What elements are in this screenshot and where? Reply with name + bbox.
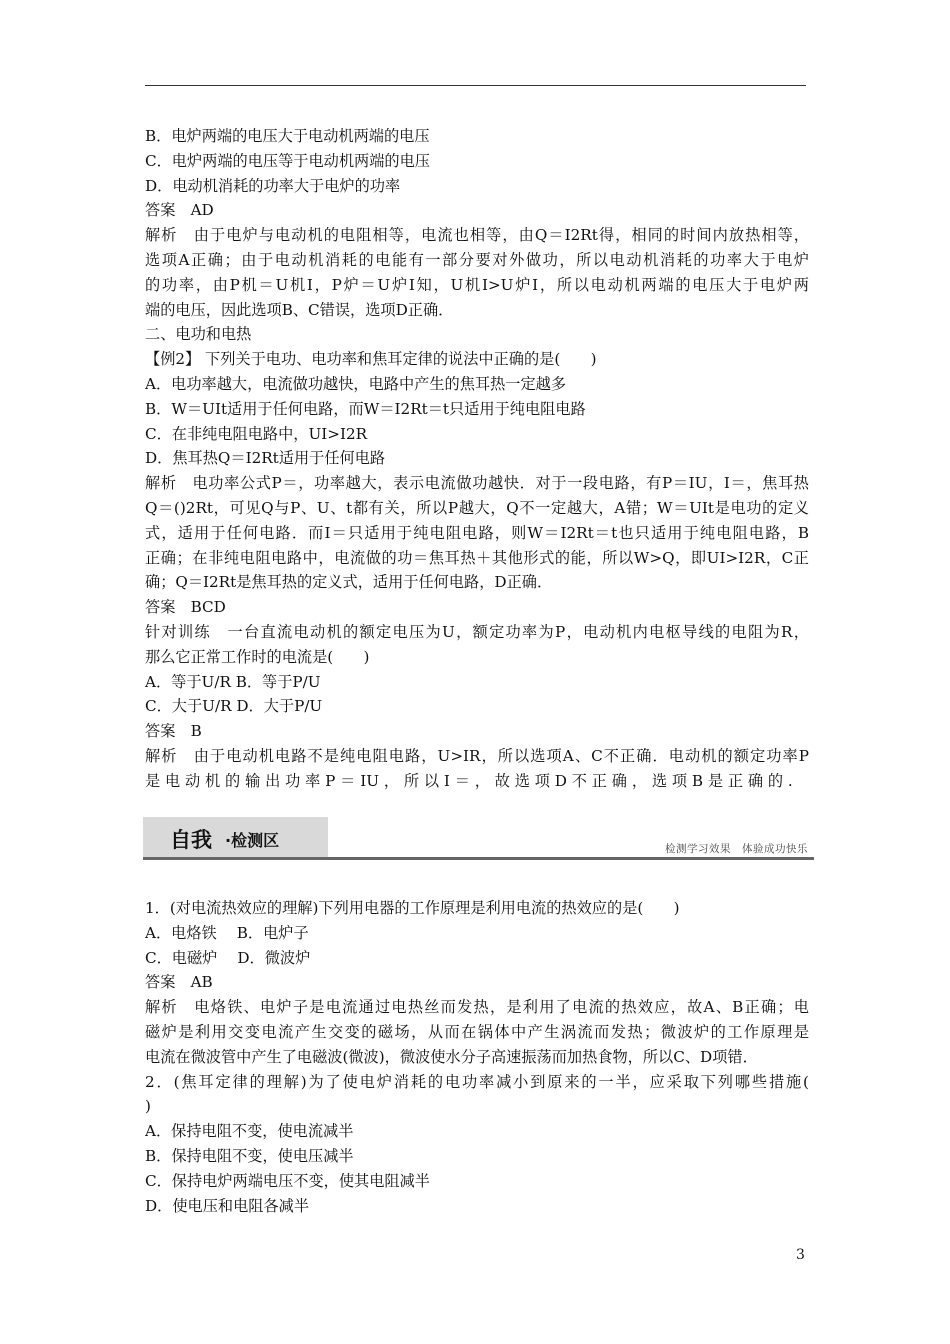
- option-d-line: D．焦耳热Q＝I2Rt适用于任何电路: [145, 449, 386, 468]
- analysis-line: 选项A正确；由于电动机消耗的电能有一部分要对外做功，所以电动机消耗的功率大于电炉: [145, 250, 809, 269]
- section-tagline: 检测学习效果 体验成功快乐: [665, 843, 808, 855]
- options-ab-line: A．电烙铁 B．电炉子: [145, 923, 309, 942]
- analysis-line: 磁炉是利用交变电流产生交变的磁场，从而在锅体中产生涡流而发热；微波炉的工作原理是: [145, 1022, 809, 1041]
- example-question: 【例2】 下列关于电功、电功率和焦耳定律的说法中正确的是( ): [145, 350, 597, 369]
- answer-line: 答案 B: [145, 722, 202, 741]
- header-rule: [145, 85, 806, 86]
- option-b-line: B．W＝UIt适用于任何电路，而W＝I2Rt＝t只适用于纯电阻电路: [145, 399, 586, 418]
- options-ab-line: A．等于U/R B．等于P/U: [145, 672, 321, 691]
- analysis-line: 正确；在非纯电阻电路中，电流做的功＝焦耳热＋其他形式的能，所以W>Q，即UI>I2R，C正: [145, 548, 809, 567]
- option-a-line: A．电功率越大，电流做功越快，电路中产生的焦耳热一定越多: [145, 374, 567, 393]
- analysis-line: 确；Q＝I2Rt是焦耳热的定义式，适用于任何电路，D正确．: [145, 573, 553, 592]
- practice-question: 针对训练 一台直流电动机的额定电压为U，额定功率为P，电动机内电枢导线的电阻为R，: [145, 622, 809, 641]
- analysis-line: 的功率，由P机＝U机I，P炉＝U炉I知，U机I>U炉I，所以电动机两端的电压大于电炉两: [145, 275, 809, 294]
- self-check-section-header: [143, 817, 814, 861]
- option-d-line: D．使电压和电阻各减半: [145, 1196, 310, 1215]
- section-title-main: 自我: [170, 828, 212, 852]
- option-c-line: C．保持电炉两端电压不变，使其电阻减半: [145, 1171, 430, 1190]
- section-title-box: [143, 817, 328, 857]
- content-part-2: [145, 896, 809, 1218]
- question-2: 2．(焦耳定律的理解)为了使电炉消耗的电功率减小到原来的一半，应采取下列哪些措施(: [145, 1072, 809, 1091]
- answer-line: 答案 AD: [145, 201, 214, 220]
- options-cd-line: C．大于U/R D．大于P/U: [145, 697, 323, 716]
- option-b-line: B．电炉两端的电压大于电动机两端的电压: [145, 127, 430, 145]
- question-2-bracket: ): [145, 1097, 151, 1116]
- option-c-line: C．电炉两端的电压等于电动机两端的电压: [145, 151, 430, 170]
- answer-line: 答案 BCD: [145, 598, 226, 617]
- options-cd-line: C．电磁炉 D．微波炉: [145, 948, 311, 967]
- analysis-line: 端的电压，因此选项B、C错误，选项D正确．: [145, 300, 454, 319]
- content-part-1: [145, 124, 809, 794]
- page-number: 3: [796, 1247, 805, 1263]
- option-a-line: A．保持电阻不变，使电流减半: [145, 1122, 354, 1141]
- section-title-sub: ·检测区: [225, 831, 280, 850]
- option-c-line: C．在非纯电阻电路中，UI>I2R: [145, 424, 368, 443]
- option-b-line: B．保持电阻不变，使电压减半: [145, 1146, 354, 1165]
- analysis-line: 电流在微波管中产生了电磁波(微波)，微波使水分子高速振荡而加热食物，所以C、D项错．: [145, 1047, 758, 1066]
- answer-line: 答案 AB: [145, 973, 213, 992]
- practice-question: 那么它正常工作时的电流是( ): [145, 647, 370, 666]
- option-d-line: D．电动机消耗的功率大于电炉的功率: [145, 176, 401, 195]
- analysis-line: 解析 电烙铁、电炉子是电流通过电热丝而发热，是利用了电流的热效应，故A、B正确；电: [145, 998, 809, 1017]
- analysis-line: 式，适用于任何电路．而I＝只适用于纯电阻电路，则W＝I2Rt＝t也只适用于纯电阻电路，B: [145, 523, 809, 542]
- analysis-line: 是 电 动 机 的 输 出 功 率 P ＝ IU ， 所 以 I ＝ ， 故 选 项 D 不 正 确 ， 选 项 B 是 正 确 的 .: [145, 771, 793, 790]
- section-heading: 二、电功和电热: [145, 325, 252, 344]
- analysis-line: 解析 由于电动机电路不是纯电阻电路，U>IR，所以选项A、C不正确．电动机的额定功率P: [145, 746, 809, 765]
- analysis-line: Q＝()2Rt，可见Q与P、U、t都有关，所以P越大，Q不一定越大，A错；W＝UIt是电功的定义: [145, 498, 809, 517]
- question-1: 1．(对电流热效应的理解)下列用电器的工作原理是利用电流的热效应的是( ): [145, 899, 680, 917]
- analysis-line: 解析 由于电炉与电动机的电阻相等，电流也相等，由Q＝I2Rt得，相同的时间内放热相等，: [145, 226, 809, 245]
- analysis-line: 解析 电功率公式P＝，功率越大，表示电流做功越快．对于一段电路，有P＝IU，I＝，焦耳热: [145, 474, 809, 493]
- section-rule: [143, 857, 814, 860]
